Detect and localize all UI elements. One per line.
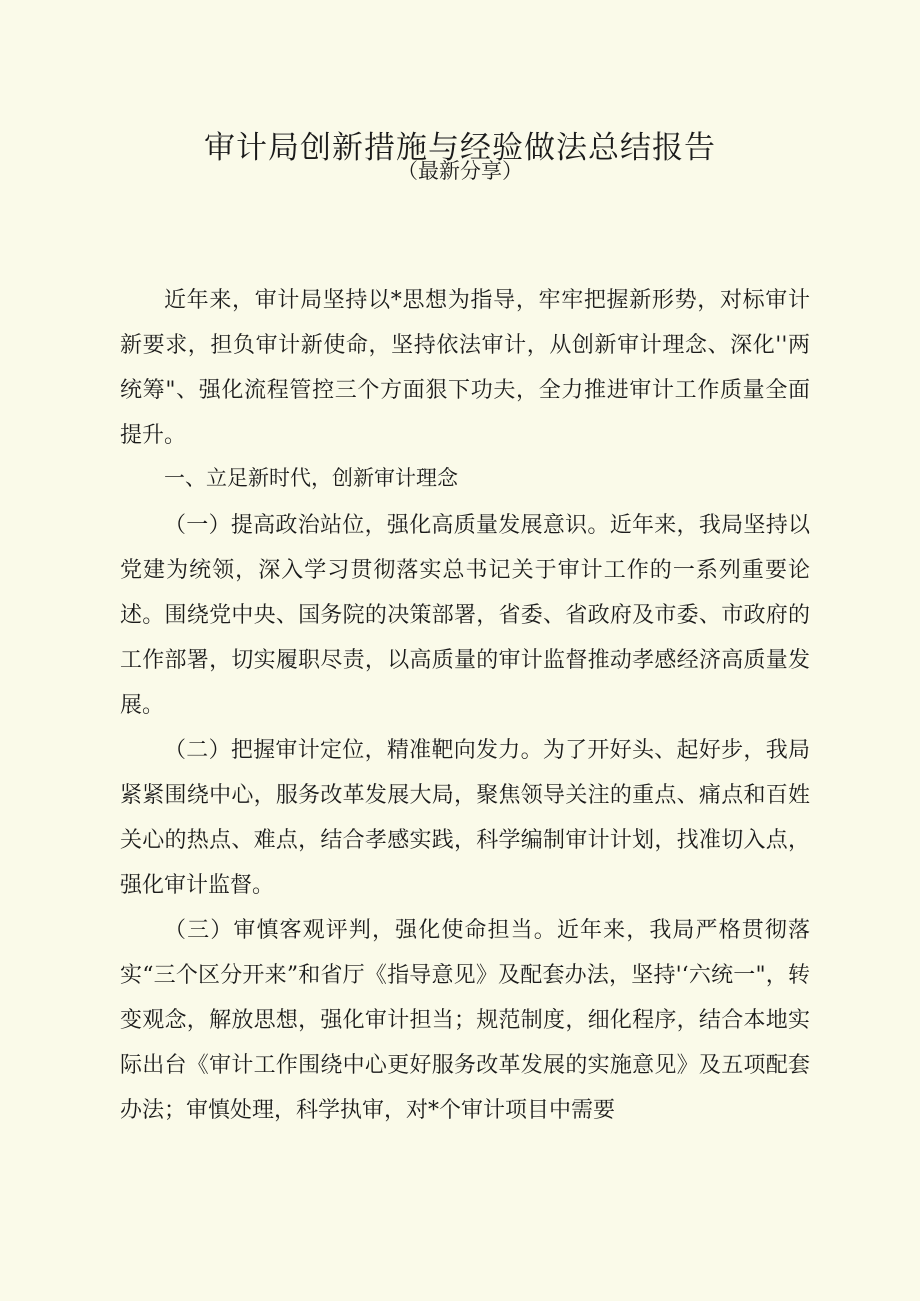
intro-paragraph: 近年来，审计局坚持以*思想为指导，牢牢把握新形势，对标审计新要求，担负审计新使命，坚持依法审计，从创新审计理念、深化''两统筹"、强化流程管控三个方面狠下功夫，全力推进审计工作质量全面提升。 bbox=[120, 288, 810, 448]
section-heading: 一、立足新时代，创新审计理念 bbox=[164, 466, 458, 490]
paragraph-3: （三）审慎客观评判，强化使命担当。近年来，我局严格贯彻落实“三个区分开来”和省厅《指导意见》及配套办法，坚持'‘六统一"，转变观念，解放思想，强化审计担当；规范制度，细化程序，结合本地实际出台《审计工作围绕中心更好服务改革发展的实施意见》及五项配套办法；审慎处理，科学执审，对*个审计项目中需要 bbox=[120, 918, 810, 1123]
document-title: 审计局创新措施与经验做法总结报告 bbox=[204, 130, 716, 166]
paragraph-1: （一）提高政治站位，强化高质量发展意识。近年来，我局坚持以党建为统领，深入学习贯彻落实总书记关于审计工作的一系列重要论述。围绕党中央、国务院的决策部署，省委、省政府及市委、市政府的工作部署，切实履职尽责，以高质量的审计监督推动孝感经济高质量发展。 bbox=[120, 513, 810, 718]
document-subtitle: （最新分享） bbox=[397, 159, 523, 183]
paragraph-2: （二）把握审计定位，精准靶向发力。为了开好头、起好步，我局紧紧围绕中心，服务改革发展大局，聚焦领导关注的重点、痛点和百姓关心的热点、难点，结合孝感实践，科学编制审计计划，找准切入点，强化审计监督。 bbox=[120, 738, 810, 898]
